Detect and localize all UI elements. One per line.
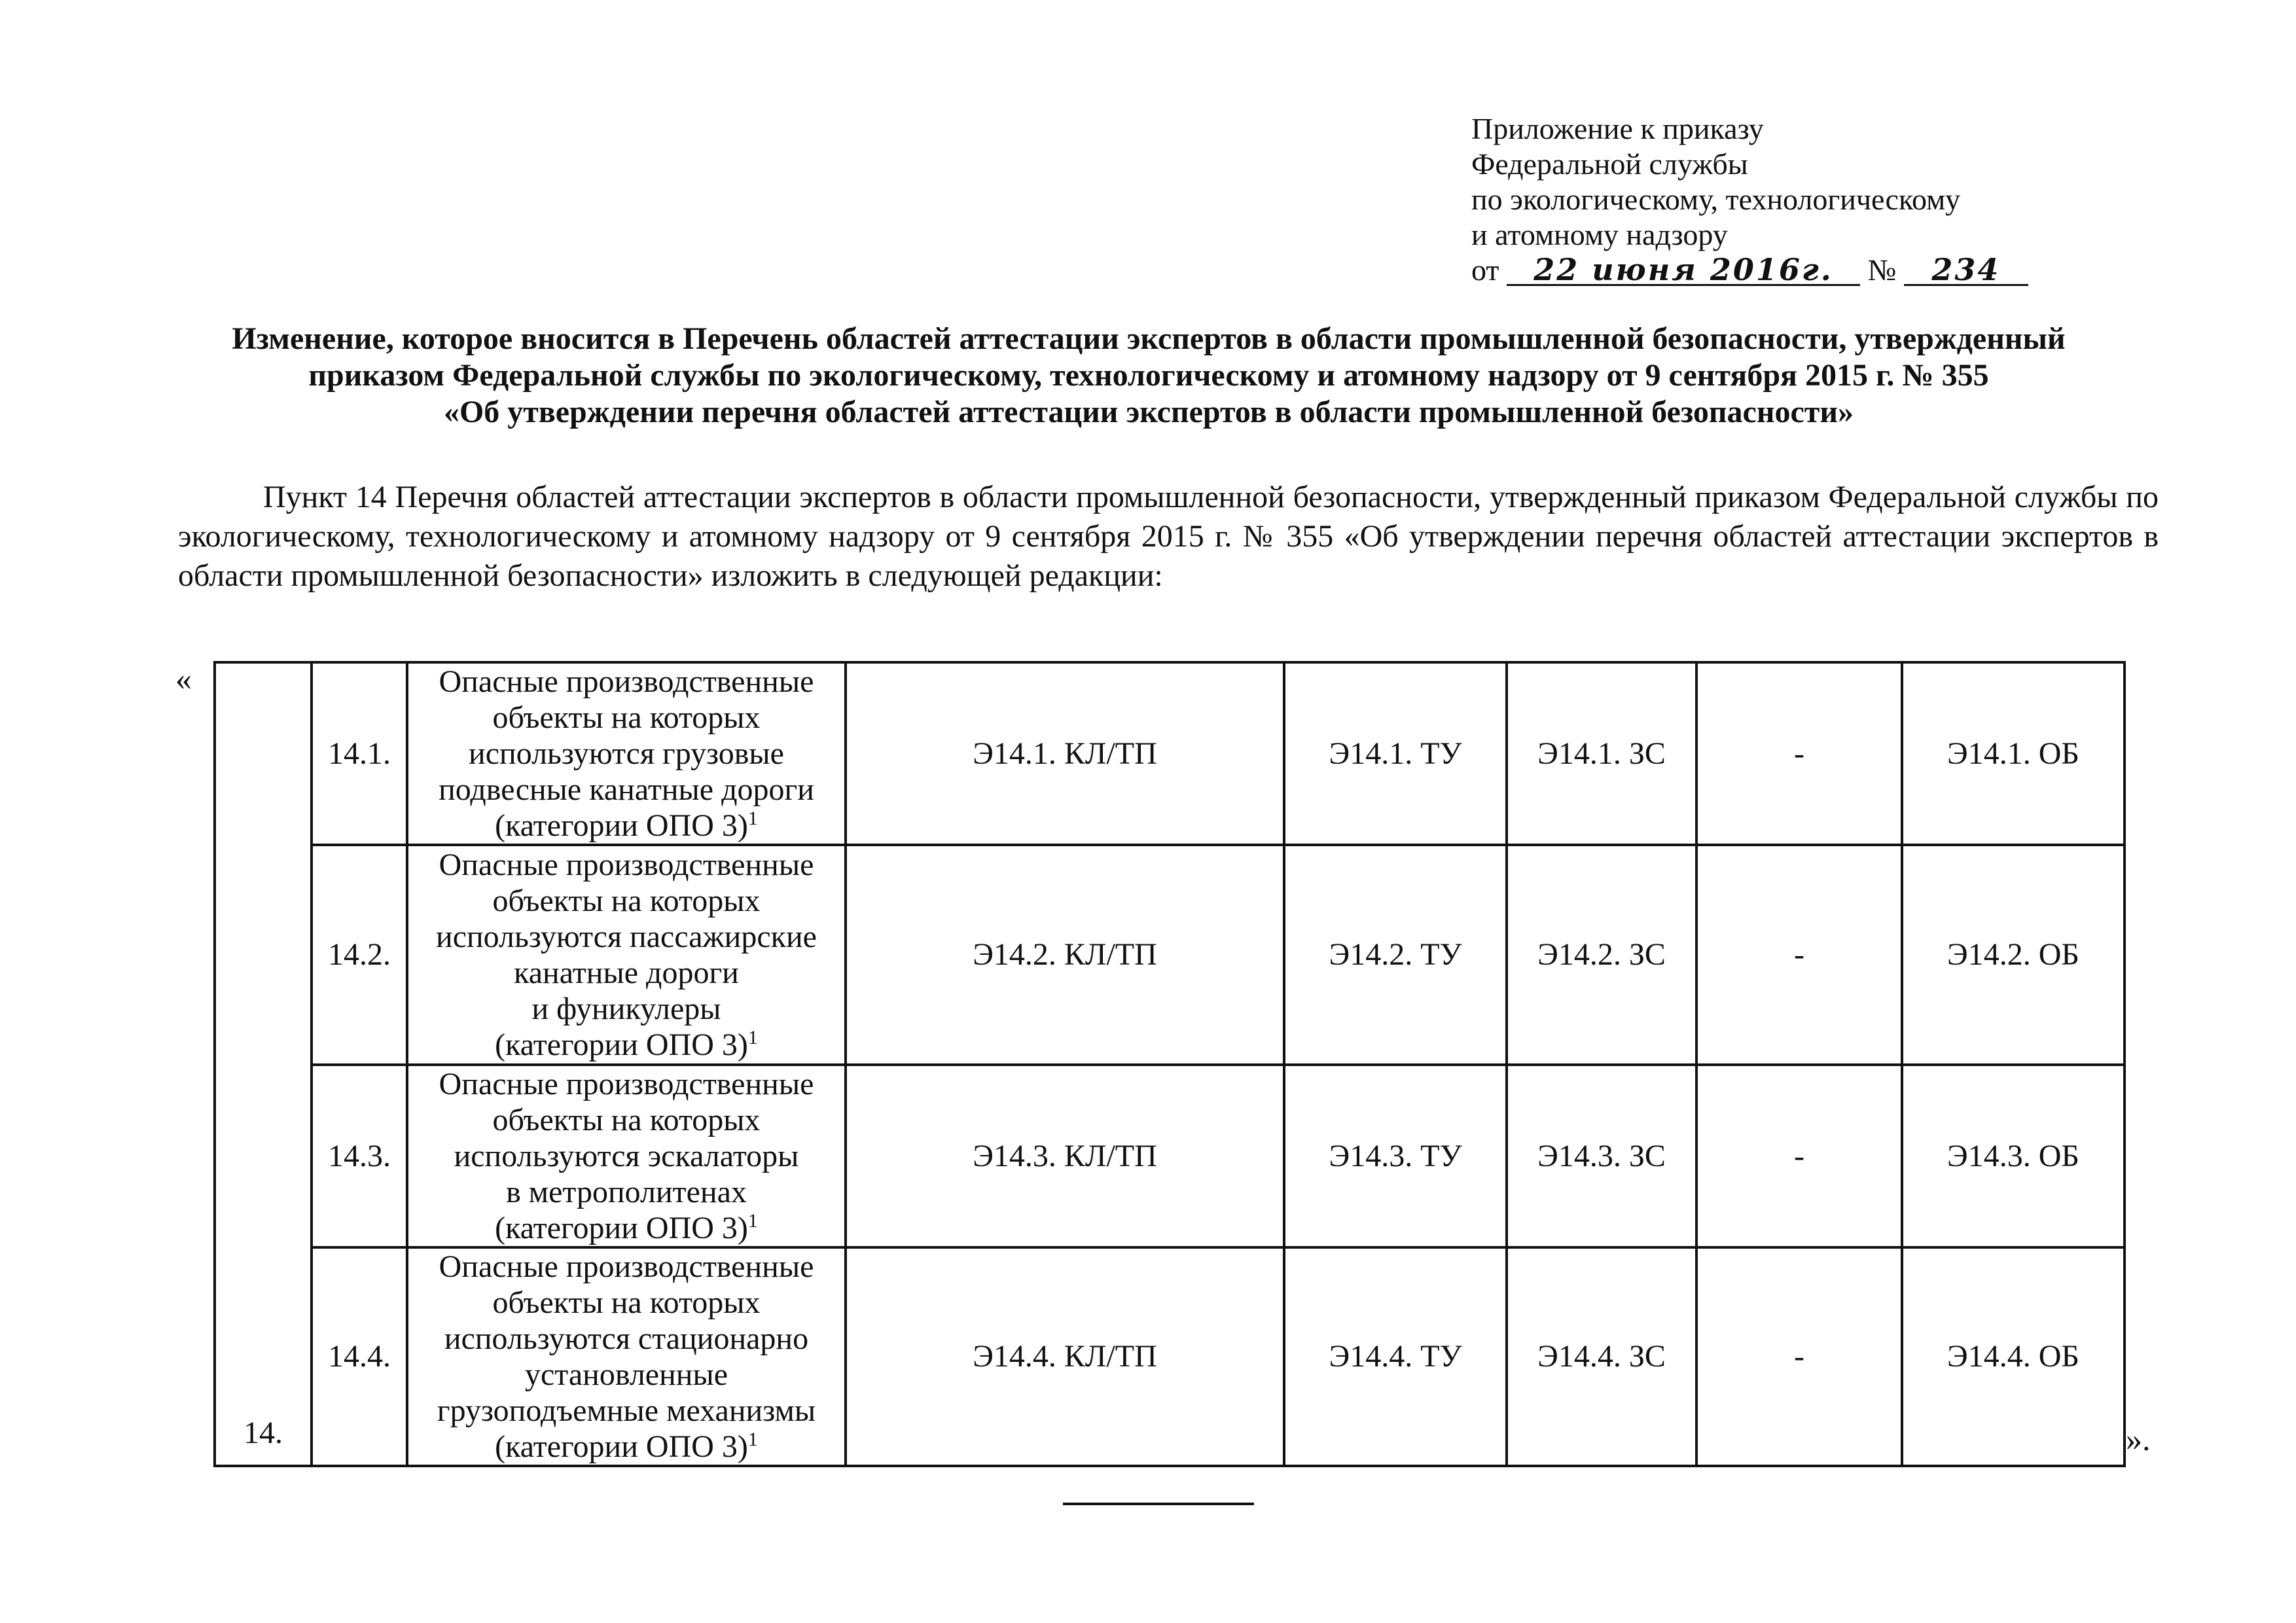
- code-cell-c2: Э14.4. ТУ: [1284, 1247, 1507, 1466]
- description-line: [411, 847, 842, 883]
- code-cell-c5: Э14.4. ОБ: [1902, 1247, 2125, 1466]
- table-row: [215, 662, 2125, 845]
- title-line: «Об утверждении перечня областей аттестации экспертов в области промышленной безопасности»: [443, 395, 1854, 429]
- item-number-cell: 14.4.: [312, 1247, 407, 1466]
- description-line: [411, 955, 842, 991]
- handwritten-date: 22 июня 2016г.: [1507, 255, 1860, 286]
- appendix-line: и атомному надзору: [1471, 218, 1728, 251]
- object-description-cell: [407, 1065, 846, 1247]
- description-text: используются грузовые: [469, 736, 784, 771]
- appendix-header: [1471, 111, 2060, 288]
- date-prefix: от: [1471, 253, 1499, 287]
- description-text: Опасные производственные: [439, 664, 814, 699]
- description-line: [411, 808, 842, 844]
- description-line: [411, 1066, 842, 1102]
- description-line: [411, 1285, 842, 1321]
- body-paragraph: Пункт 14 Перечня областей аттестации экспертов в области промышленной безопасности, утвержденный приказом Федеральной службы по экологическому, технологическому и атомному надзору от 9 сентября 2015 г. № 355 «Об утверждении перечня областей аттестации экспертов в области промышленной безопасности» изложить в следующей редакции:: [178, 480, 2159, 593]
- description-text: (категории ОПО 3): [495, 1429, 748, 1464]
- description-line: [411, 664, 842, 700]
- description-line: [411, 1321, 842, 1357]
- description-text: канатные дороги: [514, 955, 739, 990]
- description-text: объекты на которых: [492, 1103, 761, 1137]
- code-cell-c5: Э14.3. ОБ: [1902, 1065, 2125, 1247]
- item-number-cell: 14.2.: [312, 845, 407, 1065]
- description-line: [411, 1429, 842, 1465]
- description-text: подвесные канатные дороги: [439, 772, 814, 807]
- description-text: в метрополитенах: [506, 1175, 747, 1209]
- description-line: [411, 1174, 842, 1210]
- code-cell-c3: Э14.2. ЗС: [1507, 845, 1696, 1065]
- description-text: (категории ОПО 3): [495, 808, 748, 843]
- description-text: объекты на которых: [492, 1285, 761, 1320]
- description-line: [411, 919, 842, 955]
- description-line: [411, 772, 842, 808]
- group-number-cell: 14.: [215, 662, 312, 1466]
- description-text: Опасные производственные: [439, 1249, 814, 1284]
- table-row: [215, 1247, 2125, 1466]
- description-line: [411, 1210, 842, 1246]
- code-cell-c4: -: [1696, 1065, 1902, 1247]
- table-row: [215, 845, 2125, 1065]
- description-text: используются эскалаторы: [454, 1139, 799, 1173]
- footer-divider: [1063, 1503, 1254, 1505]
- code-cell-c3: Э14.3. ЗС: [1507, 1065, 1696, 1247]
- object-description-cell: [407, 662, 846, 845]
- number-prefix: №: [1867, 253, 1897, 287]
- description-line: [411, 1102, 842, 1138]
- description-text: грузоподъемные механизмы: [437, 1393, 816, 1428]
- document-title: [183, 321, 2114, 431]
- description-line: [411, 1138, 842, 1174]
- code-cell-c4: -: [1696, 662, 1902, 845]
- description-text: (категории ОПО 3): [495, 1027, 748, 1062]
- description-line: [411, 1249, 842, 1285]
- appendix-line: Федеральной службы: [1471, 147, 1748, 181]
- description-text: используются пассажирские: [436, 919, 817, 954]
- code-cell-c1: Э14.3. КЛ/ТП: [846, 1065, 1284, 1247]
- description-line: [411, 1357, 842, 1393]
- appendix-line: по экологическому, технологическому: [1471, 183, 1961, 216]
- description-text: (категории ОПО 3): [495, 1211, 748, 1245]
- footnote-mark: 1: [747, 1027, 758, 1048]
- code-cell-c5: Э14.2. ОБ: [1902, 845, 2125, 1065]
- object-description-cell: [407, 1247, 846, 1466]
- code-cell-c1: Э14.2. КЛ/ТП: [846, 845, 1284, 1065]
- description-text: Опасные производственные: [439, 1067, 814, 1101]
- description-text: объекты на которых: [492, 883, 761, 918]
- code-cell-c3: Э14.1. ЗС: [1507, 662, 1696, 845]
- appendix-line: Приложение к приказу: [1471, 112, 1764, 145]
- footnote-mark: 1: [747, 1429, 758, 1450]
- footnote-mark: 1: [747, 808, 758, 829]
- quote-open: «: [175, 660, 192, 697]
- attestation-table: [213, 661, 2126, 1467]
- footnote-mark: 1: [747, 1210, 758, 1232]
- description-text: объекты на которых: [492, 700, 761, 735]
- code-cell-c4: -: [1696, 845, 1902, 1065]
- description-line: [411, 991, 842, 1027]
- description-text: и фуникулеры: [531, 991, 721, 1026]
- code-cell-c4: -: [1696, 1247, 1902, 1466]
- description-line: [411, 736, 842, 772]
- handwritten-number: 234: [1904, 255, 2028, 286]
- code-cell-c2: Э14.1. ТУ: [1284, 662, 1507, 845]
- table-row: [215, 1065, 2125, 1247]
- object-description-cell: [407, 845, 846, 1065]
- item-number-cell: 14.3.: [312, 1065, 407, 1247]
- code-cell-c1: Э14.1. КЛ/ТП: [846, 662, 1284, 845]
- appendix-date-line: [1471, 253, 2060, 288]
- description-line: [411, 1027, 842, 1063]
- code-cell-c2: Э14.3. ТУ: [1284, 1065, 1507, 1247]
- description-line: [411, 1393, 842, 1429]
- code-cell-c5: Э14.1. ОБ: [1902, 662, 2125, 845]
- item-number-cell: 14.1.: [312, 662, 407, 845]
- description-text: Опасные производственные: [439, 847, 814, 882]
- quote-close: ».: [2126, 1421, 2151, 1457]
- code-cell-c1: Э14.4. КЛ/ТП: [846, 1247, 1284, 1466]
- description-line: [411, 700, 842, 736]
- description-text: установленные: [524, 1357, 728, 1392]
- title-line: приказом Федеральной службы по экологическому, технологическому и атомному надзору от 9 сентября 2015 г. № 355: [308, 358, 1989, 393]
- description-text: используются стационарно: [444, 1321, 809, 1356]
- code-cell-c3: Э14.4. ЗС: [1507, 1247, 1696, 1466]
- code-cell-c2: Э14.2. ТУ: [1284, 845, 1507, 1065]
- description-line: [411, 883, 842, 919]
- title-line: Изменение, которое вносится в Перечень областей аттестации экспертов в области промышленной безопасности, утвержденный: [232, 321, 2066, 356]
